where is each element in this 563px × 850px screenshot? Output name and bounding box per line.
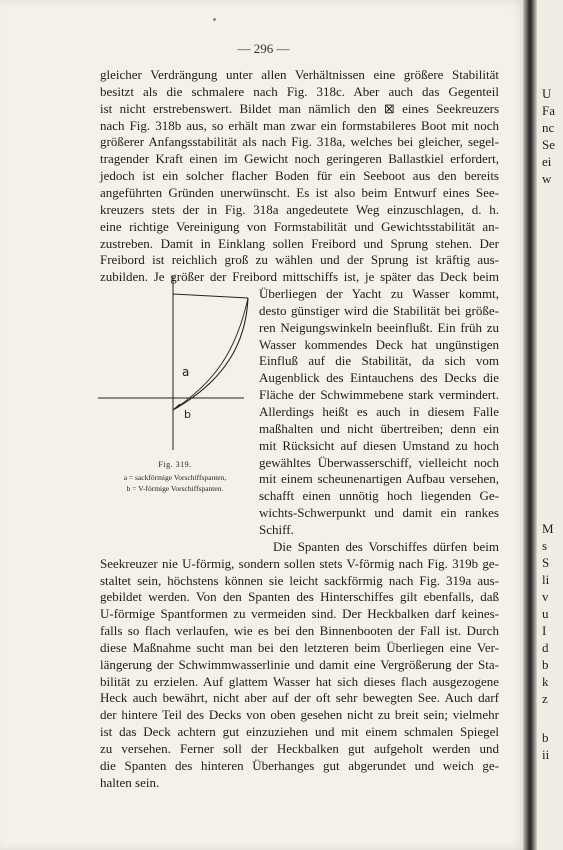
figure-caption-b: b = V-förmige Vorschiffspanten. <box>126 484 224 493</box>
adjacent-page-text-fragment: U <box>542 86 552 101</box>
deck-line <box>173 294 248 298</box>
text-line: wichts-Schwerpunkt und damit ein rankes <box>259 505 499 521</box>
label-a: a <box>182 365 190 379</box>
adjacent-page-text-fragment: d <box>542 640 549 655</box>
adjacent-page-text-fragment: ei <box>542 154 552 169</box>
text-line: ist nicht erstrebenswert. Bildet man nämlich den ⊠ eines Seekreuzers <box>100 100 499 116</box>
text-line: die Spanten des hinteren Überhanges gut abgerundet und weich ge- <box>100 757 499 773</box>
text-line: mit einem scheunenartigen Aufbau versehen, <box>259 471 499 487</box>
adjacent-page-text-fragment: b <box>542 730 549 745</box>
text-line: Allerdings heißt es auch in diesem Falle <box>259 404 499 419</box>
figure-title: Fig. 319. <box>158 460 192 469</box>
adjacent-page-text-fragment: I <box>542 623 547 638</box>
adjacent-page-text-fragment: Se <box>542 137 555 152</box>
adjacent-page-text-fragment: ii <box>542 747 550 762</box>
figure-caption-a: a = sackförmige Vorschiffspanten, <box>123 473 227 482</box>
text-line: zubilden. Je größer der Freibord mittschiffs ist, je später das Deck beim <box>100 269 499 285</box>
text-line: Heck auch bewährt, nicht aber auf der oft sehr bewegten See. Auch darf <box>100 690 499 706</box>
text-line: Überliegen der Yacht zu Wasser kommt, <box>259 286 499 302</box>
adjacent-page-text-fragment: Fa <box>542 103 555 118</box>
text-line: diese Maßnahme sucht man bei den letzteren beim Überliegen eine Ver- <box>100 639 499 655</box>
text-line: Die Spanten des Vorschiffes dürfen beim <box>273 538 499 554</box>
adjacent-page-edge <box>537 0 563 850</box>
text-line: ist das Deck achtern gut einzuziehen und mit einem schmalen Spiegel <box>100 724 499 740</box>
text-line: Fläche der Schwimmebene stark vermindert. <box>259 387 499 403</box>
text-line: Einfluß auf die Stabilität, da sich vom <box>259 353 499 369</box>
text-line: zu versehen. Ferner soll der Heckbalken gut aufgeholt werden und <box>100 741 499 756</box>
book-spine-gutter <box>523 0 537 850</box>
text-line: der hintere Teil des Decks von oben gesehen nicht zu breit sein; vielmehr <box>100 707 499 723</box>
text-line: tragender Kraft einen im Gewicht noch geringeren Ballastkiel erfordert, <box>100 151 499 167</box>
frame-a-curve <box>173 298 248 410</box>
text-line: größerer Anfangsstabilität als nach Fig. 318a, welches bei gleicher, segel- <box>100 134 499 150</box>
text-line: U-förmige Spantformen zu vermeiden sind. Der Heckbalken darf keines- <box>100 606 499 622</box>
text-line: Schiff. <box>259 521 294 537</box>
text-line: jedoch ist ein solcher flacher Boden für ein Seeboot aus den bereits <box>100 168 499 184</box>
adjacent-page-text-fragment: s <box>542 538 548 553</box>
text-line: schafft einen unnötig hoch liegenden Ge- <box>259 488 499 504</box>
text-line: angeführten Gründen unerwünscht. Es ist also beim Entwurf eines See- <box>100 184 499 200</box>
text-line: bilität zu erzielen. Auf glattem Wasser hat sich dieses flach ausgezogene <box>100 673 499 689</box>
text-line: ren Neigungswinkeln beeinflußt. Ein früh zu <box>259 319 499 335</box>
text-line: längerung der Schwimmwasserlinie und damit eine Vergrößerung der Sta- <box>100 656 499 672</box>
text-line: Wasser kommendes Deck hat ungünstigen <box>259 336 499 352</box>
text-line: Augenblick des Eintauchens des Decks die <box>259 370 499 386</box>
text-line: eine richtige Vereinigung von Formstabilität und Gewichtsstabilität an- <box>100 218 499 234</box>
adjacent-page-text-fragment: k <box>542 674 549 689</box>
adjacent-page-text-fragment: b <box>542 657 549 672</box>
adjacent-page-text-fragment: nc <box>542 120 555 135</box>
text-line: gewähltes Überwasserschiff, vielleicht noch <box>259 454 499 470</box>
text-line: mit Rücksicht auf diesen Umstand zu hoch <box>259 437 499 453</box>
text-line: gleicher Verdrängung unter allen Verhältnissen eine größere Stabilität <box>100 67 499 82</box>
text-line: desto günstiger wird die Stabilität bei größe- <box>259 302 499 318</box>
adjacent-page-text-fragment: li <box>542 572 550 587</box>
frame-b-curve <box>176 298 248 408</box>
label-b: b <box>184 408 191 421</box>
text-line: Seekreuzer nie U-förmig, sondern sollen stets V-förmig nach Fig. 319b ge- <box>100 555 499 571</box>
adjacent-page-text-fragment: w <box>542 171 552 186</box>
text-line: Freibord ist reichlich groß zu wählen und der Sprung ist kräftig aus- <box>100 252 499 268</box>
print-speck <box>213 18 216 21</box>
text-line: gebildet werden. Von den Spanten des Hinterschiffes gilt ebenfalls, daß <box>100 589 499 605</box>
text-line: maßhalten und nicht übertreiben; denn ein <box>259 420 499 436</box>
adjacent-page-text-fragment: z <box>542 691 548 706</box>
adjacent-page-text-fragment: u <box>542 606 549 621</box>
text-line: falls so flach verlaufen, wie es bei den Binnenbooten der Fall ist. Durch <box>100 623 499 639</box>
page-number: — 296 — <box>237 41 290 56</box>
adjacent-page-text-fragment: v <box>542 589 549 604</box>
text-line: zustreben. Damit in Einklang sollen Freibord und Sprung stehen. Der <box>100 235 499 251</box>
figure-319-drawing <box>96 262 254 462</box>
text-line: nach Fig. 318b aus, so erhält man zwar ein formstabileres Boot mit noch <box>100 117 499 133</box>
text-line: besitzt als die schmalere nach Fig. 318c. Aber auch das Gegenteil <box>100 83 499 99</box>
text-line: halten sein. <box>100 774 160 790</box>
text-line: kreuzers stets der in Fig. 318a angedeutete Weg einzuschlagen, d. h. <box>100 201 499 217</box>
text-line: staltet sein, höchstens können sie leicht sackförmig nach Fig. 319a aus- <box>100 572 499 588</box>
adjacent-page-text-fragment: S <box>542 555 550 570</box>
adjacent-page-text-fragment: M <box>542 521 554 536</box>
